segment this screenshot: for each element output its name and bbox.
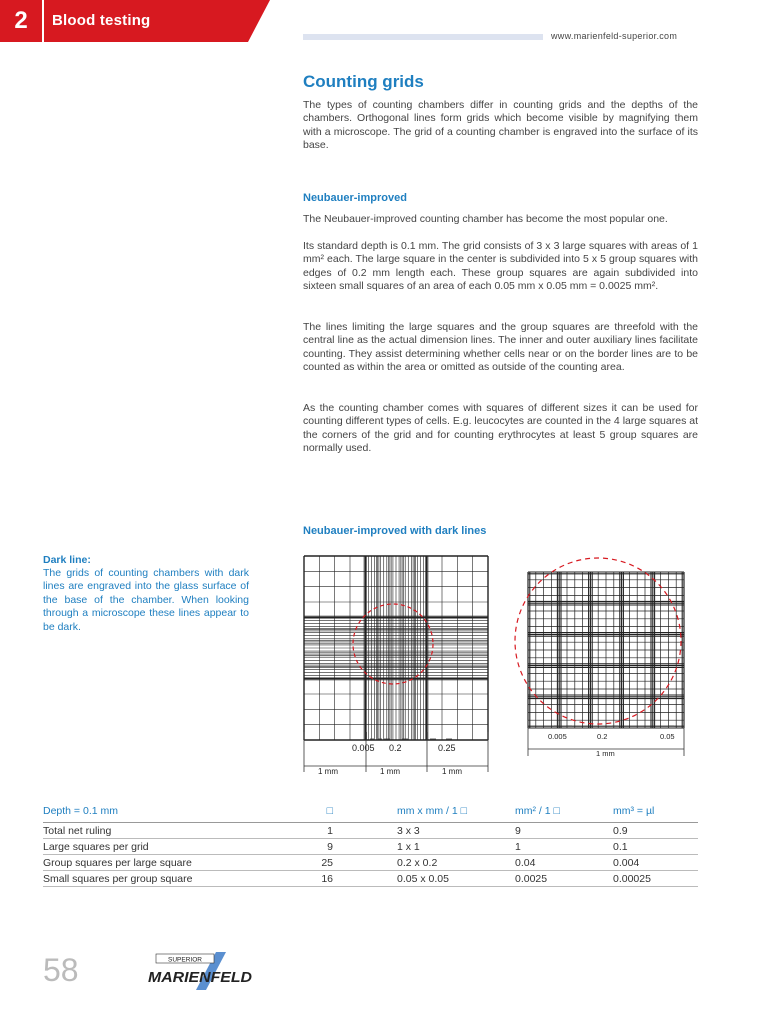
paragraph-4: As the counting chamber comes with squares of different sizes it can be used for counting different types of cells. E.g. leucocytes are counted in the 4 large squares at the corners of the grid and for counting erythrocytes at least 5 group squares are normally used. bbox=[303, 402, 698, 455]
table-cell: 1 bbox=[515, 839, 613, 855]
table-cell: 1 x 1 bbox=[397, 839, 515, 855]
paragraph-1: The Neubauer-improved counting chamber has become the most popular one. bbox=[303, 213, 668, 225]
zoomed-grid-diagram bbox=[508, 552, 698, 762]
section-title: Neubauer-improved bbox=[303, 192, 407, 204]
paragraph-2: Its standard depth is 0.1 mm. The grid consists of 3 x 3 large squares with areas of 1 mm² each. The large square in the center is subdivided into 5 x 5 group squares with edges of 0.2 mm length each. These group squares are again subdivided into sixteen small squares of an area of each 0.05 mm x 0.05 mm = 0.0025 mm². bbox=[303, 240, 698, 293]
table-cell: 9 bbox=[293, 839, 397, 855]
sidebar-title: Dark line: bbox=[43, 554, 91, 566]
table-cell: 0.05 x 0.05 bbox=[397, 871, 515, 887]
website-url[interactable]: www.marienfeld-superior.com bbox=[551, 31, 678, 41]
table-header-row bbox=[43, 804, 698, 823]
header-divider bbox=[42, 0, 44, 42]
table-cell: 0.00025 bbox=[613, 871, 698, 887]
figure-title: Neubauer-improved with dark lines bbox=[303, 525, 487, 537]
table-cell: Group squares per large square bbox=[43, 855, 293, 871]
label-025: 0.25 bbox=[438, 743, 456, 753]
table-cell: 0.004 bbox=[613, 855, 698, 871]
table-cell: 0.04 bbox=[515, 855, 613, 871]
table-cell: 1 bbox=[293, 823, 397, 839]
table-cell: Large squares per grid bbox=[43, 839, 293, 855]
label-1mm-c: 1 mm bbox=[442, 767, 462, 774]
table-cell: 0.1 bbox=[613, 839, 698, 855]
grid-data-table bbox=[43, 804, 698, 887]
table-row bbox=[43, 839, 698, 855]
paragraph-3: The lines limiting the large squares and the group squares are threefold with the central line as the actual dimension lines. The inner and outer auxiliary lines facilitate counting. They assist determining whether cells near or on the border lines are to be counted as within the area or omitted as outside of the counting area. bbox=[303, 321, 698, 374]
zoomed-grid-lines bbox=[528, 572, 684, 728]
url-bar bbox=[303, 34, 543, 40]
table-cell: 25 bbox=[293, 855, 397, 871]
page-number: 58 bbox=[43, 952, 79, 988]
table-row bbox=[43, 823, 698, 839]
table-cell: 3 x 3 bbox=[397, 823, 515, 839]
zoom-label-005: 0.05 bbox=[660, 732, 675, 741]
neubauer-grid-diagram bbox=[300, 552, 494, 774]
chapter-number: 2 bbox=[14, 7, 28, 34]
table-cell: Total net ruling bbox=[43, 823, 293, 839]
label-0005: 0.005 bbox=[352, 743, 375, 753]
table-cell: Small squares per group square bbox=[43, 871, 293, 887]
zoom-label-02: 0.2 bbox=[597, 732, 608, 741]
header-depth: Depth = 0.1 mm bbox=[43, 805, 118, 817]
header-volume: mm³ = µl bbox=[613, 805, 655, 817]
logo-marienfeld: MARIENFELD bbox=[148, 969, 253, 986]
table-cell: 0.0025 bbox=[515, 871, 613, 887]
table-cell: 9 bbox=[515, 823, 613, 839]
table-cell: 0.9 bbox=[613, 823, 698, 839]
table-row bbox=[43, 855, 698, 871]
header-corner-cut bbox=[248, 0, 270, 42]
header-dimensions: mm x mm / 1 □ bbox=[397, 805, 467, 817]
intro-paragraph: The types of counting chambers differ in counting grids and the depths of the chambers. Orthogonal lines form grids which become visible by magnifying them with a microscope. The grid of a counting chamber is engraved into the surface of its base. bbox=[303, 99, 698, 152]
header-area: mm² / 1 □ bbox=[515, 805, 560, 817]
zoom-label-1mm: 1 mm bbox=[596, 749, 615, 758]
chapter-title: Blood testing bbox=[52, 12, 151, 29]
table-cell: 16 bbox=[293, 871, 397, 887]
label-1mm-b: 1 mm bbox=[380, 767, 400, 774]
sidebar-text: The grids of counting chambers with dark lines are engraved into the glass surface of the base of the chamber. When looking through a microscope these lines appear to be dark. bbox=[43, 567, 249, 633]
header-square: □ bbox=[326, 805, 333, 817]
neubauer-grid-lines bbox=[304, 556, 488, 740]
logo-superior: SUPERIOR bbox=[168, 956, 202, 964]
table-row bbox=[43, 871, 698, 887]
table-cell: 0.2 x 0.2 bbox=[397, 855, 515, 871]
zoom-label-0005: 0.005 bbox=[548, 732, 567, 741]
marienfeld-logo bbox=[146, 948, 254, 990]
label-02: 0.2 bbox=[389, 743, 402, 753]
page-title: Counting grids bbox=[303, 72, 424, 91]
label-1mm-a: 1 mm bbox=[318, 767, 338, 774]
